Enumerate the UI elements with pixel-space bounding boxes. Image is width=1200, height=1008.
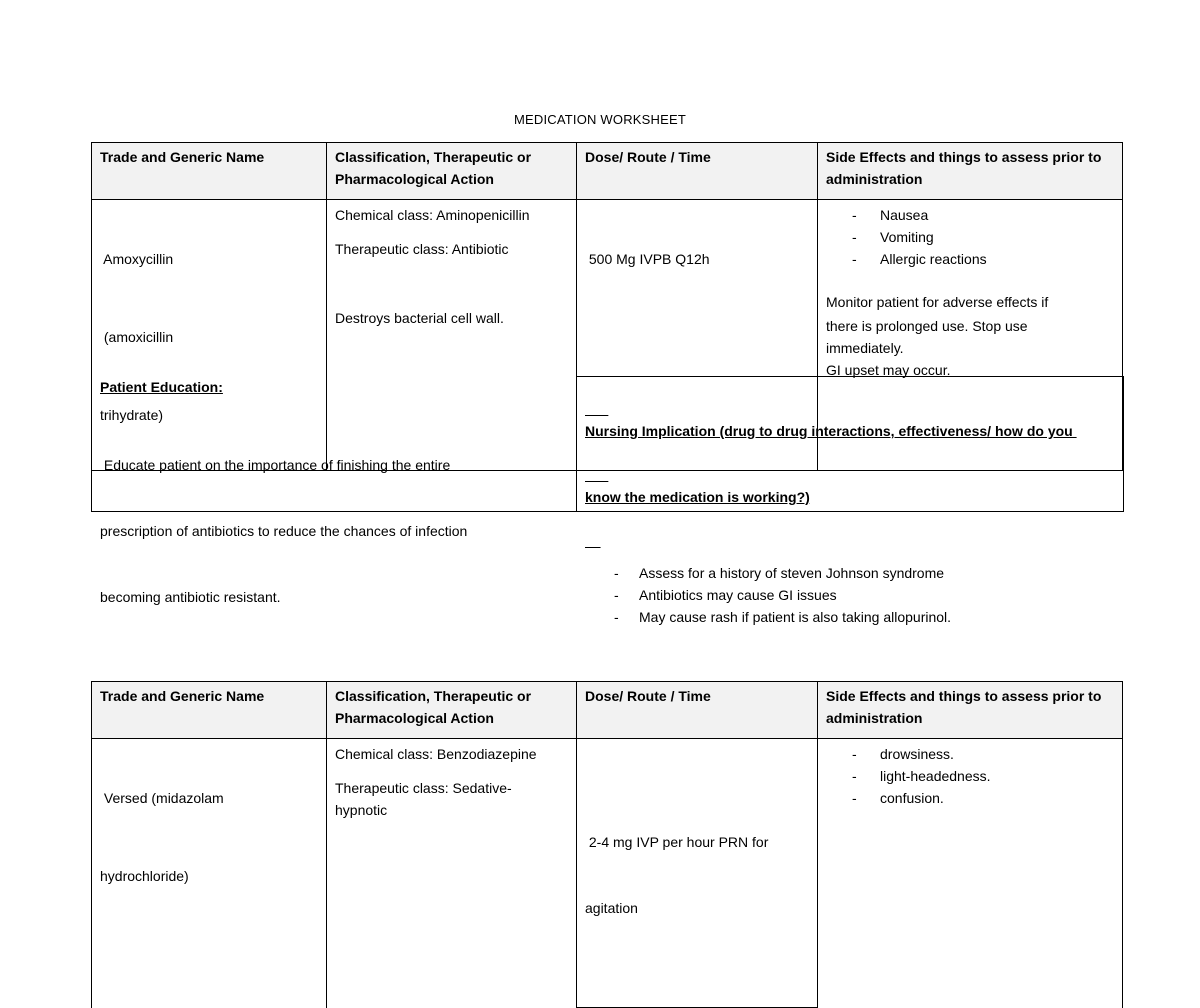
side-effects-list	[826, 204, 1114, 270]
chemical-class: Chemical class: Benzodiazepine	[335, 746, 537, 762]
education-nursing-section	[91, 376, 1124, 625]
drug-name-cell	[92, 739, 327, 1008]
dash-bullet: -	[614, 587, 619, 603]
drug-name-line: hydrochloride)	[100, 868, 189, 884]
dose-text: 500 Mg IVPB Q12h	[585, 251, 710, 267]
page-title: MEDICATION WORKSHEET	[513, 112, 687, 127]
header-side-effects: Side Effects and things to assess prior to administration	[818, 143, 1123, 200]
list-item: - light-headedness.	[852, 765, 1114, 787]
action-text: Destroys bacterial cell wall.	[335, 310, 504, 326]
header-classification: Classification, Therapeutic or Pharmacological Action	[327, 682, 577, 739]
side-effects-list	[826, 743, 1114, 809]
list-item: - Antibiotics may cause GI issues	[614, 584, 1115, 606]
therapeutic-class: Therapeutic class: Antibiotic	[335, 241, 509, 257]
patient-education-heading: Patient Education:	[100, 379, 223, 395]
side-effects-cell	[818, 739, 1123, 1008]
dose-cell	[577, 739, 818, 1008]
patient-education-cell	[92, 376, 577, 605]
list-item: - Nausea	[852, 204, 1114, 226]
list-item: - May cause rash if patient is also taking allopurinol.	[614, 606, 1115, 628]
chemical-class: Chemical class: Aminopenicillin	[335, 207, 530, 223]
drug-name-line: Versed (midazolam	[100, 790, 224, 806]
header-name: Trade and Generic Name	[92, 682, 327, 739]
dose-text: 2-4 mg IVP per hour PRN for agitation	[585, 834, 769, 916]
list-item: - Vomiting	[852, 226, 1114, 248]
list-item: - Assess for a history of steven Johnson syndrome	[614, 562, 1115, 584]
dash-bullet: -	[614, 609, 619, 625]
therapeutic-class: Therapeutic class: Sedative- hypnotic	[335, 780, 512, 818]
list-item: - Allergic reactions	[852, 248, 1114, 270]
table-row	[92, 739, 1123, 1008]
header-classification: Classification, Therapeutic or Pharmacological Action	[327, 143, 577, 200]
header-dose: Dose/ Route / Time	[577, 143, 818, 200]
dash-bullet: -	[852, 790, 857, 806]
drug-name-line: Amoxycillin	[100, 251, 174, 267]
classification-cell	[327, 739, 577, 1008]
dash-bullet: -	[852, 229, 857, 245]
nursing-implication-cell	[577, 376, 1123, 625]
dash-bullet: -	[852, 251, 857, 267]
table-header-row	[92, 682, 1123, 739]
drug-name-line: trihydrate)	[100, 407, 164, 423]
monitor-text: Monitor patient for adverse effects if there is prolonged use. Stop use immediately. GI upset may occur.	[826, 294, 1049, 378]
list-item: - drowsiness.	[852, 743, 1114, 765]
medication-table-versed	[91, 681, 1123, 1008]
dash-bullet: -	[852, 768, 857, 784]
dash-bullet: -	[852, 746, 857, 762]
list-item: - confusion.	[852, 787, 1114, 809]
header-name: Trade and Generic Name	[92, 143, 327, 200]
header-side-effects: Side Effects and things to assess prior to administration	[818, 682, 1123, 739]
dash-bullet: -	[852, 207, 857, 223]
table-header-row	[92, 143, 1123, 200]
header-dose: Dose/ Route / Time	[577, 682, 818, 739]
dash-bullet: -	[614, 565, 619, 581]
nursing-implication-list	[585, 562, 1115, 628]
patient-education-text: Educate patient on the importance of finishing the entire prescription of antibiotics to reduce the chances of infection becoming antibiotic resistant.	[100, 457, 468, 605]
nursing-implication-heading: Nursing Implication (drug to drug interactions, effectiveness/ how do you know the medication is working?)	[585, 423, 1077, 505]
drug-name-line: (amoxicillin	[100, 329, 174, 345]
